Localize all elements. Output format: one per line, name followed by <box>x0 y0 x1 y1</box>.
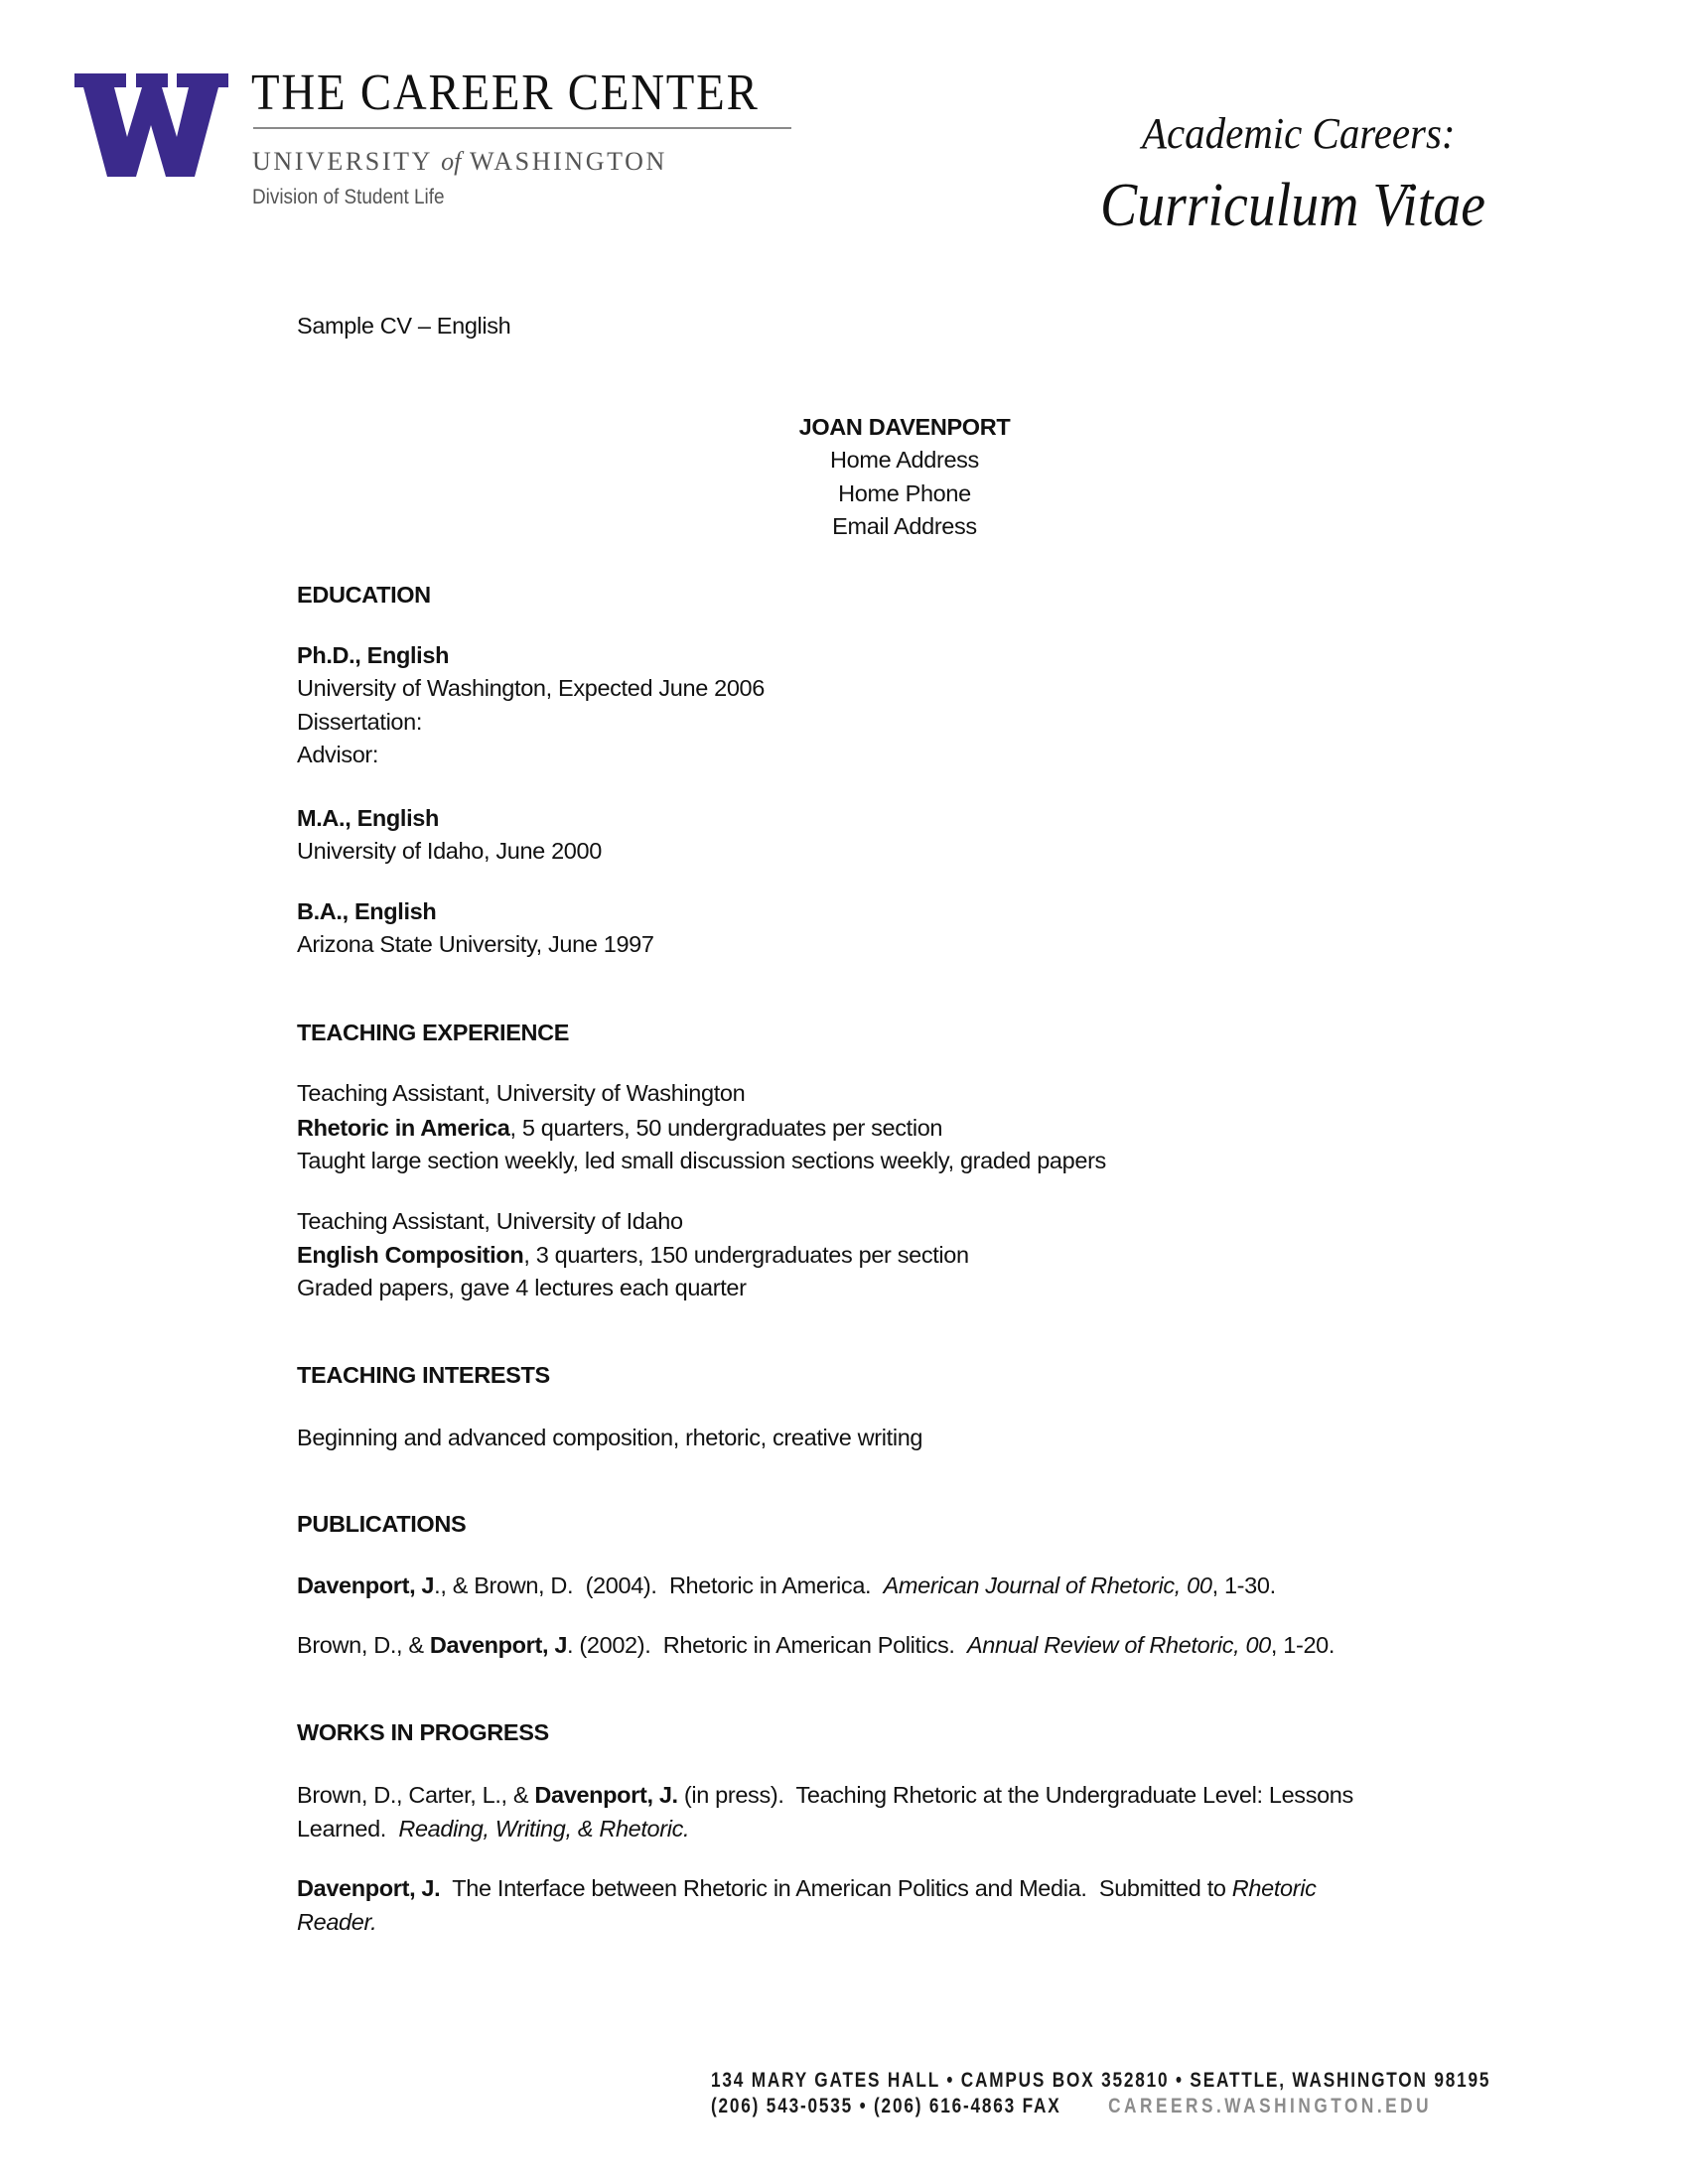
duties-line: Taught large section weekly, led small discussion sections weekly, graded papers <box>297 1148 1106 1173</box>
citation-pages: , 1-20. <box>1270 1632 1336 1658</box>
teaching-interests-text: Beginning and advanced composition, rhetoric, creative writing <box>297 1425 923 1450</box>
position-title: Teaching Assistant, University of Idaho <box>297 1208 683 1234</box>
org-title: THE CAREER CENTER <box>251 65 760 121</box>
citation-journal: American Journal of Rhetoric, 00 <box>883 1572 1212 1598</box>
degree-detail: Advisor: <box>297 742 379 767</box>
degree-detail: Dissertation: <box>297 709 423 735</box>
citation-author-bold: Davenport, J. <box>534 1782 678 1808</box>
degree-title: B.A., English <box>297 898 437 924</box>
citation-text: (in press). Teaching Rhetoric at the Undergraduate Level: Lessons <box>677 1782 1353 1808</box>
section-heading-education: EDUCATION <box>297 582 431 608</box>
work-entry-line <box>297 1871 1317 1905</box>
doc-title: Curriculum Vitae <box>1100 172 1485 239</box>
citation-journal: Reading, Writing, & Rhetoric. <box>398 1816 690 1842</box>
section-heading-publications: PUBLICATIONS <box>297 1511 467 1537</box>
candidate-name: JOAN DAVENPORT <box>798 414 1011 440</box>
doc-series-title: Academic Careers: <box>1142 109 1456 158</box>
citation-pages: , 1-30. <box>1211 1572 1276 1598</box>
degree-detail: University of Washington, Expected June 2006 <box>297 675 765 701</box>
citation-author-bold: Davenport, J <box>297 1572 435 1598</box>
university-suffix: WASHINGTON <box>470 147 667 176</box>
citation-text: ., & Brown, D. (2004). Rhetoric in America. <box>434 1572 884 1598</box>
course-name: Rhetoric in America <box>297 1115 510 1141</box>
university-prefix: UNIVERSITY <box>252 147 433 176</box>
university-of: of <box>441 147 462 176</box>
course-name: English Composition <box>297 1242 524 1268</box>
work-entry-line <box>297 1812 689 1845</box>
citation-text: Learned. <box>297 1816 399 1842</box>
course-detail: , 5 quarters, 50 undergraduates per section <box>509 1115 943 1141</box>
section-heading-teaching-interests: TEACHING INTERESTS <box>297 1362 550 1388</box>
citation-journal: Annual Review of Rhetoric, 00 <box>966 1632 1271 1658</box>
degree-title: Ph.D., English <box>297 642 450 668</box>
duties-line: Graded papers, gave 4 lectures each quarter <box>297 1275 747 1300</box>
footer-website-link[interactable]: CAREERS.WASHINGTON.EDU <box>1108 2095 1433 2117</box>
footer-phones: (206) 543-0535 • (206) 616-4863 FAX <box>711 2095 1061 2117</box>
division-name: Division of Student Life <box>252 185 445 208</box>
citation-text: The Interface between Rhetoric in American Politics and Media. Submitted to <box>440 1875 1232 1901</box>
citation-text: Brown, D., & <box>297 1632 430 1658</box>
degree-detail: University of Idaho, June 2000 <box>297 838 602 864</box>
citation-author-bold: Davenport, J. <box>297 1875 441 1901</box>
citation-author-bold: Davenport, J <box>429 1632 568 1658</box>
work-entry-line <box>297 1778 1353 1812</box>
publication-entry <box>297 1628 1335 1662</box>
course-line <box>297 1111 942 1145</box>
footer-address: 134 MARY GATES HALL • CAMPUS BOX 352810 • SEATTLE, WASHINGTON 98195 <box>711 2069 1491 2092</box>
citation-journal: Rhetoric <box>1231 1875 1317 1901</box>
citation-text: Brown, D., Carter, L., & <box>297 1782 535 1808</box>
degree-title: M.A., English <box>297 805 439 831</box>
university-name <box>252 147 667 177</box>
contact-address: Home Address <box>830 447 979 473</box>
citation-text: . (2002). Rhetoric in American Politics. <box>567 1632 967 1658</box>
course-detail: , 3 quarters, 150 undergraduates per section <box>523 1242 969 1268</box>
doc-label: Sample CV – English <box>297 313 511 339</box>
contact-email: Email Address <box>832 513 977 539</box>
degree-detail: Arizona State University, June 1997 <box>297 931 654 957</box>
contact-phone: Home Phone <box>838 480 971 506</box>
position-title: Teaching Assistant, University of Washington <box>297 1080 746 1106</box>
course-line <box>297 1238 969 1272</box>
section-heading-works-in-progress: WORKS IN PROGRESS <box>297 1719 549 1745</box>
footer-contact <box>711 2094 1432 2119</box>
section-heading-teaching-experience: TEACHING EXPERIENCE <box>297 1020 570 1045</box>
publication-entry <box>297 1569 1276 1602</box>
work-entry-line <box>297 1905 376 1939</box>
citation-journal: Reader. <box>297 1909 377 1935</box>
uw-w-logo-icon <box>74 73 228 177</box>
header-divider <box>253 127 791 129</box>
